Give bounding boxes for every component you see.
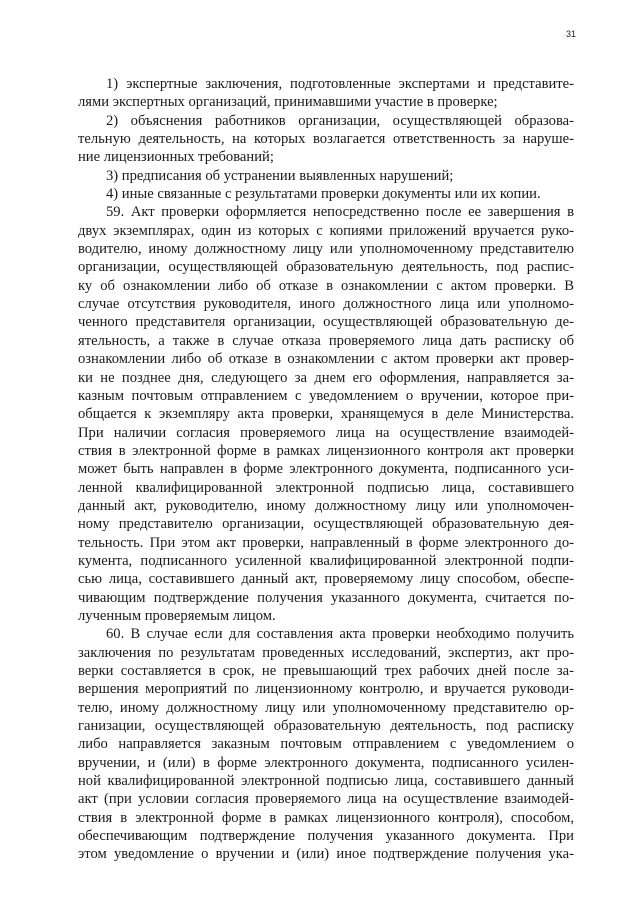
text-line: лями экспертных организаций, принимавшими участие в проверке; xyxy=(78,94,498,111)
text-line: ствия в электронной форме в рамках лицензионного контроля акт проверки xyxy=(78,442,574,459)
text-line: ной квалифицированной электронной подписью лица, составившего данный xyxy=(78,773,574,790)
text-line: тельность. При этом акт проверки, направленный в форме электронного до- xyxy=(78,534,574,551)
text-line: обеспечивающим подтверждение получения указанного документа. При xyxy=(78,828,574,845)
text-line: данный акт, руководителю, иному должностному лицу или уполномочен- xyxy=(78,497,574,514)
text-line: кумента, подписанного усиленной квалифицированной электронной подпи- xyxy=(78,552,574,569)
text-line: ятельность, а также в случае отказа проверяемого лица дать расписку об xyxy=(78,332,574,349)
text-line: этом уведомление о вручении и (или) иное подтверждение получения ука- xyxy=(78,846,574,863)
text-line: случае отсутствия руководителя, иного должностного лица или уполномо- xyxy=(78,296,574,313)
text-line: акт (при условии согласия проверяемого лица на осуществление взаимодей- xyxy=(78,791,574,808)
document-body xyxy=(78,75,574,864)
text-line: 60. В случае если для составления акта проверки необходимо получить xyxy=(106,626,574,643)
text-line: 1) экспертные заключения, подготовленные экспертами и представите- xyxy=(106,76,574,92)
text-line: казным почтовым отправлением с уведомлением о вручении, которое при- xyxy=(78,387,574,404)
text-line: телю, иному должностному лицу или уполномоченному представителю ор- xyxy=(78,699,574,716)
text-line: 4) иные связанные с результатами проверки документы или их копии. xyxy=(106,186,541,203)
text-line: вручении, и (или) в форме электронного документа, подписанного усилен- xyxy=(78,754,574,771)
page-number: 31 xyxy=(565,29,576,39)
text-line: заключения по результатам проведенных исследований, экспертиз, акт про- xyxy=(78,644,574,661)
text-line: При наличии согласия проверяемого лица на осуществление взаимодей- xyxy=(78,424,574,441)
text-line: верки составляется в срок, не превышающий трех рабочих дней после за- xyxy=(78,663,574,679)
text-line: сью лица, составившего данный акт, проверяемому лицу способом, обеспе- xyxy=(78,571,574,588)
text-line: организации, осуществляющей образовательную деятельность, под распис- xyxy=(78,259,574,276)
text-line: тельную деятельность, на которых возлагается ответственность за наруше- xyxy=(78,131,574,148)
text-line: 2) объяснения работников организации, осуществляющей образова- xyxy=(106,112,574,129)
text-line: лученным проверяемым лицом. xyxy=(78,607,276,624)
text-line: 3) предписания об устранении выявленных нарушений; xyxy=(106,167,454,184)
text-line: ному представителю организации, осуществляющей образовательную дея- xyxy=(78,516,574,533)
text-line: вершения мероприятий по лицензионному контролю, и вручается руководи- xyxy=(78,681,574,698)
text-line: может быть направлен в форме электронного документа, подписанного уси- xyxy=(78,461,574,478)
text-line: либо направляется заказным почтовым отправлением с уведомлением о xyxy=(78,736,574,753)
text-line: ганизации, осуществляющей образовательную деятельность, под расписку xyxy=(78,718,574,735)
text-line: чивающим подтверждение получения указанного документа, считается по- xyxy=(78,589,574,606)
text-line: ствия в электронной форме в рамках лицензионного контроля), способом, xyxy=(78,809,574,826)
text-line: водителю, иному должностному лицу или уполномоченному представителю xyxy=(78,241,574,258)
text-line: двух экземплярах, один из которых с копиями приложений вручается руко- xyxy=(78,222,574,239)
text-line: 59. Акт проверки оформляется непосредственно после ее завершения в xyxy=(106,204,574,221)
text-line: ченного представителя организации, осуществляющей образовательную де- xyxy=(78,314,574,331)
text-line: ку об ознакомлении либо об отказе в ознакомлении с актом проверки. В xyxy=(78,277,574,294)
text-line: ознакомлении либо об отказе в ознакомлении с актом проверки акт провер- xyxy=(78,351,574,368)
text-line: общается к экземпляру акта проверки, хранящемуся в деле Министерства. xyxy=(78,406,574,423)
text-line: ленной квалифицированной электронной подписью лица, составившего xyxy=(78,479,574,496)
text-line: ние лицензионных требований; xyxy=(78,149,274,166)
text-line: ки не позднее дня, следующего за днем его оформления, направляется за- xyxy=(78,369,574,386)
